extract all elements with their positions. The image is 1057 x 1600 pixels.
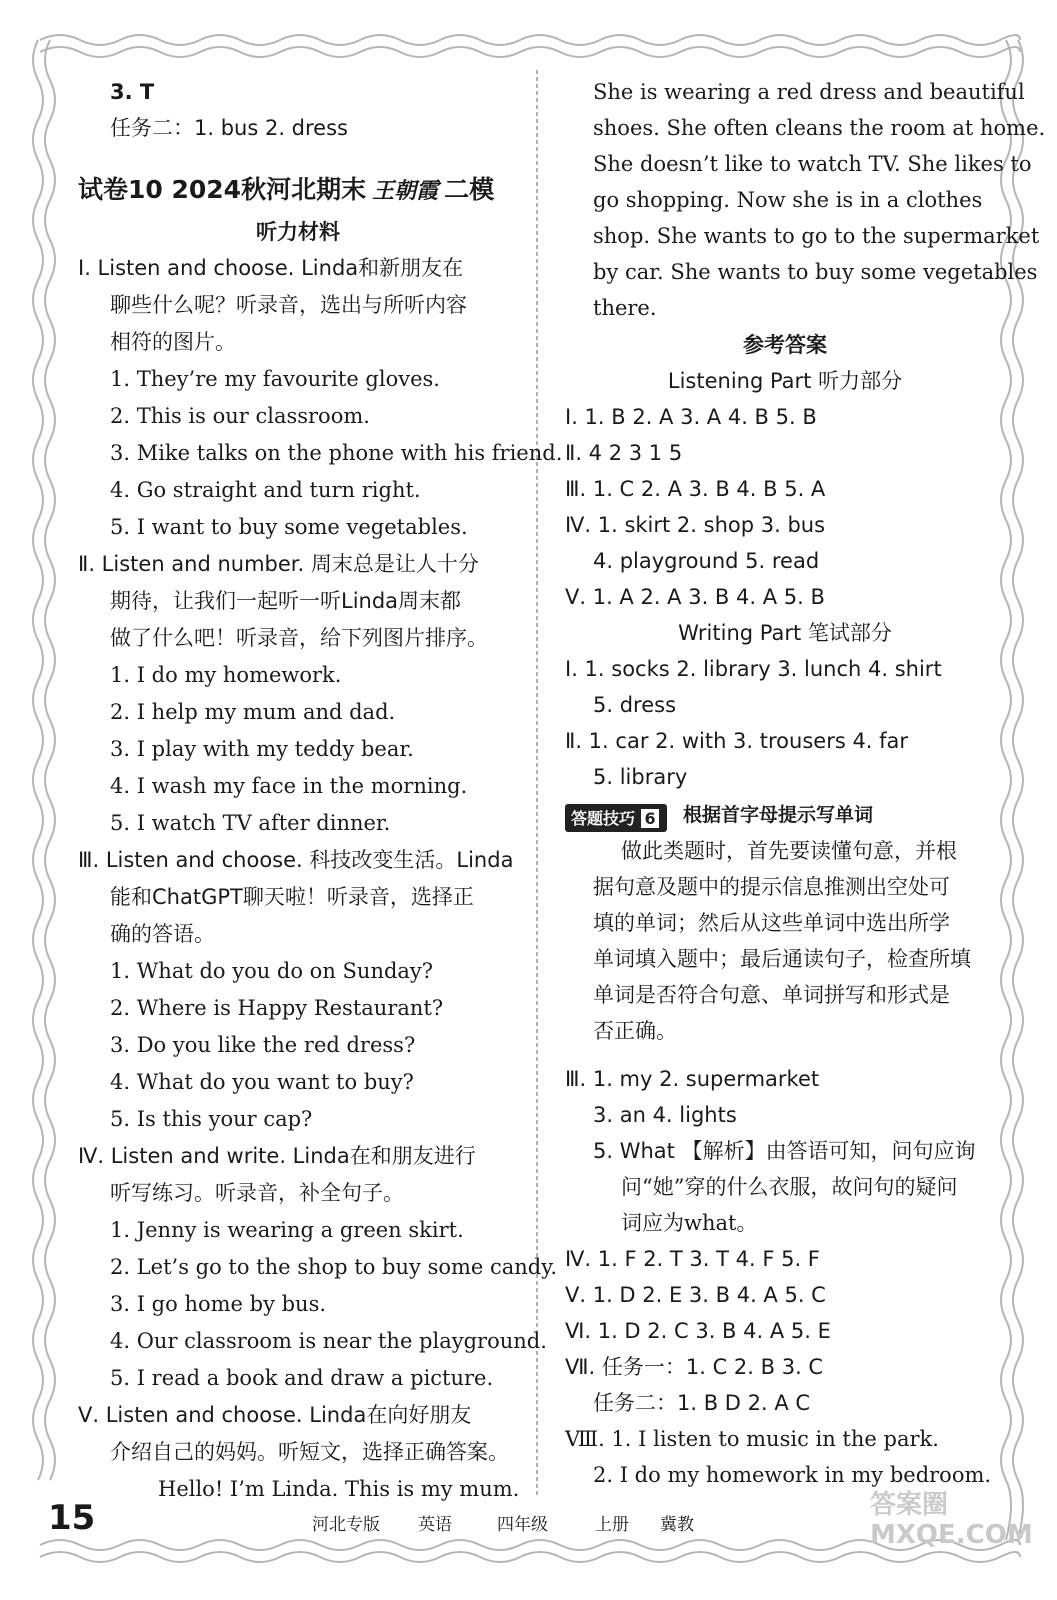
- page-number: 15: [48, 1498, 96, 1538]
- answer-line: Ⅶ. 任务一：1. C 2. B 3. C: [565, 1355, 824, 1379]
- list-item: 1. Jenny is wearing a green skirt.: [110, 1218, 464, 1242]
- part-heading: Listening Part 听力部分: [667, 369, 903, 393]
- section-header-line: Ⅳ. Listen and write. Linda在和朋友进行: [78, 1144, 476, 1168]
- passage-line: Hello! I’m Linda. This is my mum.: [158, 1477, 520, 1501]
- answer-line: Ⅲ. 1. my 2. supermarket: [565, 1067, 820, 1091]
- section-header-line: 介绍自己的妈妈。听短文，选择正确答案。: [110, 1440, 509, 1464]
- list-item: 5. I watch TV after dinner.: [110, 811, 391, 835]
- list-item: 2. Let’s go to the shop to buy some candy.: [110, 1255, 557, 1279]
- section-header-line: Ⅱ. Listen and number. 周末总是让人十分: [78, 552, 479, 576]
- list-item: 3. Do you like the red dress?: [110, 1033, 416, 1057]
- part-heading: Writing Part 笔试部分: [678, 621, 892, 645]
- section-header-line: 确的答语。: [110, 922, 215, 946]
- watermark-logo: 答案圈 MXQE.COM: [870, 1490, 1033, 1550]
- list-item: 2. I help my mum and dad.: [110, 700, 396, 724]
- tip-text-line: 单词是否符合句意、单词拼写和形式是: [593, 983, 950, 1007]
- passage-line: by car. She wants to buy some vegetables: [593, 260, 1038, 284]
- section-header-line: 期待，让我们一起听一听Linda周末都: [110, 589, 462, 613]
- list-item: 5. I read a book and draw a picture.: [110, 1366, 494, 1390]
- list-item: 1. What do you do on Sunday?: [110, 959, 434, 983]
- answer-line: Ⅱ. 1. car 2. with 3. trousers 4. far: [565, 729, 909, 753]
- answer-line: 词应为what。: [621, 1211, 758, 1235]
- answer-line: Ⅳ. 1. F 2. T 3. T 4. F 5. F: [565, 1247, 820, 1271]
- answer-line: Ⅴ. 1. A 2. A 3. B 4. A 5. B: [565, 585, 825, 609]
- answer-line: 问“她”穿的什么衣服，故问句的疑问: [621, 1175, 958, 1199]
- list-item: 1. They’re my favourite gloves.: [110, 367, 440, 391]
- section-header-line: Ⅴ. Listen and choose. Linda在向好朋友: [78, 1403, 472, 1427]
- answer-line: Ⅰ. 1. B 2. A 3. A 4. B 5. B: [565, 405, 817, 429]
- list-item: 2. This is our classroom.: [110, 404, 370, 428]
- answer-line: 3. T: [110, 80, 155, 104]
- section-header-line: 相符的图片。: [110, 330, 236, 354]
- list-item: 4. I wash my face in the morning.: [110, 774, 468, 798]
- answer-line: Ⅷ. 1. I listen to music in the park.: [565, 1427, 939, 1451]
- paper-title: 试卷10 2024秋河北期末 王朝霞 二模: [78, 175, 495, 204]
- answer-line: 4. playground 5. read: [593, 549, 820, 573]
- answer-line: 5. What 【解析】由答语可知，问句应询: [593, 1139, 976, 1163]
- tip-number: 6: [639, 807, 661, 830]
- list-item: 4. Go straight and turn right.: [110, 478, 421, 502]
- answer-line: Ⅴ. 1. D 2. E 3. B 4. A 5. C: [565, 1283, 826, 1307]
- passage-line: go shopping. Now she is in a clothes: [593, 188, 983, 212]
- footer-subject: 英语: [418, 1515, 452, 1535]
- section-header-line: 做了什么吧！听录音，给下列图片排序。: [110, 626, 488, 650]
- footer-grade: 四年级: [497, 1515, 548, 1535]
- tip-text-line: 填的单词；然后从这些单词中选出所学: [593, 911, 950, 935]
- answer-line: Ⅱ. 4 2 3 1 5: [565, 441, 683, 465]
- tip-text-line: 据句意及题中的提示信息推测出空处可: [593, 875, 950, 899]
- answers-heading: 参考答案: [743, 333, 827, 357]
- section-header-line: 能和ChatGPT聊天啦！听录音，选择正: [110, 885, 474, 909]
- handwritten-brand-logo: 王朝霞: [372, 178, 439, 204]
- list-item: 4. Our classroom is near the playground.: [110, 1329, 547, 1353]
- section-header-line: 听写练习。听录音，补全句子。: [110, 1181, 404, 1205]
- tip-title: 根据首字母提示写单词: [683, 804, 874, 826]
- section-header-line: Ⅰ. Listen and choose. Linda和新朋友在: [78, 256, 464, 280]
- passage-line: there.: [593, 296, 657, 320]
- passage-line: shop. She wants to go to the supermarket: [593, 224, 1040, 248]
- answer-line: Ⅰ. 1. socks 2. library 3. lunch 4. shirt: [565, 657, 942, 681]
- answer-line: 3. an 4. lights: [593, 1103, 737, 1127]
- passage-line: shoes. She often cleans the room at home.: [593, 116, 1046, 140]
- section-header-line: Ⅲ. Listen and choose. 科技改变生活。Linda: [78, 848, 514, 872]
- passage-line: She is wearing a red dress and beautiful: [593, 80, 1025, 104]
- tip-text-line: 做此类题时，首先要读懂句意，并根: [621, 839, 957, 863]
- answer-line: Ⅲ. 1. C 2. A 3. B 4. B 5. A: [565, 477, 826, 501]
- answer-line: 任务二：1. B D 2. A C: [593, 1391, 811, 1415]
- answer-line: 任务二：1. bus 2. dress: [110, 116, 348, 140]
- answer-line: 5. dress: [593, 693, 677, 717]
- answer-line: Ⅳ. 1. skirt 2. shop 3. bus: [565, 513, 826, 537]
- list-item: 2. Where is Happy Restaurant?: [110, 996, 444, 1020]
- list-item: 3. I go home by bus.: [110, 1292, 327, 1316]
- section-heading: 听力材料: [256, 220, 340, 244]
- list-item: 3. Mike talks on the phone with his friend.: [110, 441, 563, 465]
- answer-line: Ⅵ. 1. D 2. C 3. B 4. A 5. E: [565, 1319, 831, 1343]
- tip-text-line: 否正确。: [593, 1019, 677, 1043]
- answer-line: 2. I do my homework in my bedroom.: [593, 1463, 992, 1487]
- footer-publisher: 冀教: [660, 1515, 694, 1535]
- tip-text-line: 单词填入题中；最后通读句子，检查所填: [593, 947, 971, 971]
- list-item: 4. What do you want to buy?: [110, 1070, 414, 1094]
- list-item: 5. Is this your cap?: [110, 1107, 313, 1131]
- list-item: 5. I want to buy some vegetables.: [110, 515, 468, 539]
- list-item: 3. I play with my teddy bear.: [110, 737, 414, 761]
- footer-volume: 上册: [595, 1515, 629, 1535]
- section-header-line: 聊些什么呢？听录音，选出与所听内容: [110, 293, 467, 317]
- footer-edition: 河北专版: [312, 1515, 380, 1535]
- answer-line: 5. library: [593, 765, 688, 789]
- list-item: 1. I do my homework.: [110, 663, 342, 687]
- tip-badge: 答题技巧 6: [565, 804, 667, 832]
- passage-line: She doesn’t like to watch TV. She likes to: [593, 152, 1032, 176]
